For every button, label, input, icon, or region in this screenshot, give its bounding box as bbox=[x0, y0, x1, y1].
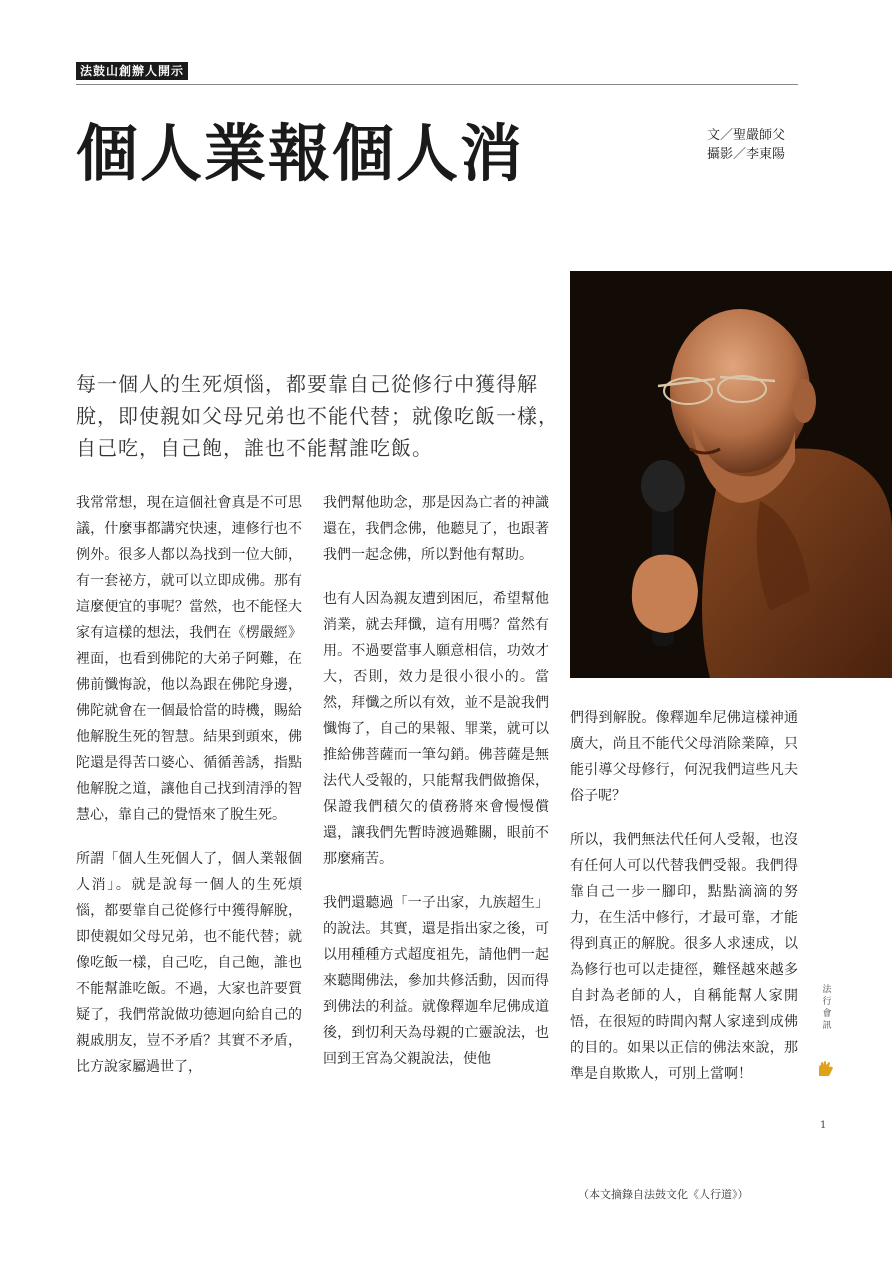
column-2 bbox=[323, 490, 549, 1090]
section-tag: 法鼓山創辦人開示 bbox=[76, 62, 188, 80]
lead-paragraph: 每一個人的生死煩惱，都要靠自己從修行中獲得解脫，即使親如父母兄弟也不能代替；就像吃飯一樣，自己吃，自己飽，誰也不能幫誰吃飯。 bbox=[76, 372, 559, 460]
body-paragraph: 我常常想，現在這個社會真是不可思議，什麼事都講究快速，連修行也不例外。很多人都以為找到一位大師，有一套祕方，就可以立即成佛。那有這麼便宜的事呢？當然，也不能怪大家有這樣的想法，我們在《楞嚴經》裡面，也看到佛陀的大弟子阿難，在佛前懺悔說，他以為跟在佛陀身邊，佛陀就會在一個最恰當的時機，賜給他解脫生死的智慧。結果到頭來，佛陀還是得苦口婆心、循循善誘，指點他解脫之道，讓他自己找到清淨的智慧心，靠自己的覺悟來了脫生死。 bbox=[76, 495, 302, 823]
body-paragraph: 所以，我們無法代任何人受報，也沒有任何人可以代替我們受報。我們得靠自己一步一腳印，點點滴滴的努力，在生活中修行，才最可靠，才能得到真正的解脫。很多人求速成，以為修行也可以走捷徑，難怪越來越多自封為老師的人，自稱能幫人家開悟，在很短的時間內幫人家達到成佛的目的。如果以正信的佛法來說，那準是自欺欺人，可別上當啊！ bbox=[570, 832, 798, 1082]
body-paragraph: 也有人因為親友遭到困厄，希望幫他消業，就去拜懺，這有用嗎？當然有用。不過要當事人願意相信，功效才大，否則，效力是很小很小的。當然，拜懺之所以有效，並不是說我們懺悔了，自己的果報、罪業，就可以推給佛菩薩而一筆勾銷。佛菩薩是無法代人受報的，只能幫我們做擔保，保證我們積欠的債務將來會慢慢償還，讓我們先暫時渡過難關，眼前不那麼痛苦。 bbox=[323, 591, 549, 867]
article-title: 個人業報個人消 bbox=[76, 117, 525, 190]
body-paragraph: 我們還聽過「一子出家，九族超生」的說法。其實，還是指出家之後，可以用種種方式超度祖先，請他們一起來聽聞佛法，參加共修活動，因而得到佛法的利益。就像釋迦牟尼佛成道後，到忉利天為母親的亡靈說法，也回到王宮為父親說法，使他 bbox=[323, 895, 549, 1067]
photo-credit: 攝影／李東陽 bbox=[707, 147, 786, 162]
speaker-photo bbox=[570, 271, 892, 678]
body-paragraph: 我們幫他助念，那是因為亡者的神識還在，我們念佛，他聽見了，也跟著我們一起念佛，所以對他有幫助。 bbox=[323, 495, 549, 563]
credits bbox=[707, 126, 785, 164]
magazine-logo: 法 行 會 訊 bbox=[822, 985, 832, 1031]
body-paragraph: 所謂「個人生死個人了，個人業報個人消」。就是說每一個人的生死煩惱，都要靠自己從修行中獲得解脫，即使親如父母兄弟，也不能代替；就像吃飯一樣，自己吃，自己飽，誰也不能幫誰吃飯。不過，大家也許要質疑了，我們常說做功德迴向給自己的親戚朋友，豈不矛盾？其實不矛盾，比方說家屬過世了， bbox=[76, 851, 302, 1075]
page-number: 1 bbox=[820, 1120, 827, 1131]
header-rule bbox=[76, 84, 798, 85]
source-note: （本文摘錄自法鼓文化《人行道》） bbox=[578, 1188, 749, 1201]
lotus-hand-icon bbox=[816, 1060, 836, 1082]
author-credit: 文／聖嚴師父 bbox=[707, 128, 786, 143]
monk-speaking-illustration bbox=[570, 271, 892, 678]
column-3 bbox=[570, 705, 798, 1105]
body-paragraph: 們得到解脫。像釋迦牟尼佛這樣神通廣大，尚且不能代父母消除業障，只能引導父母修行，何況我們這些凡夫俗子呢？ bbox=[570, 710, 798, 804]
column-1 bbox=[76, 490, 302, 1098]
